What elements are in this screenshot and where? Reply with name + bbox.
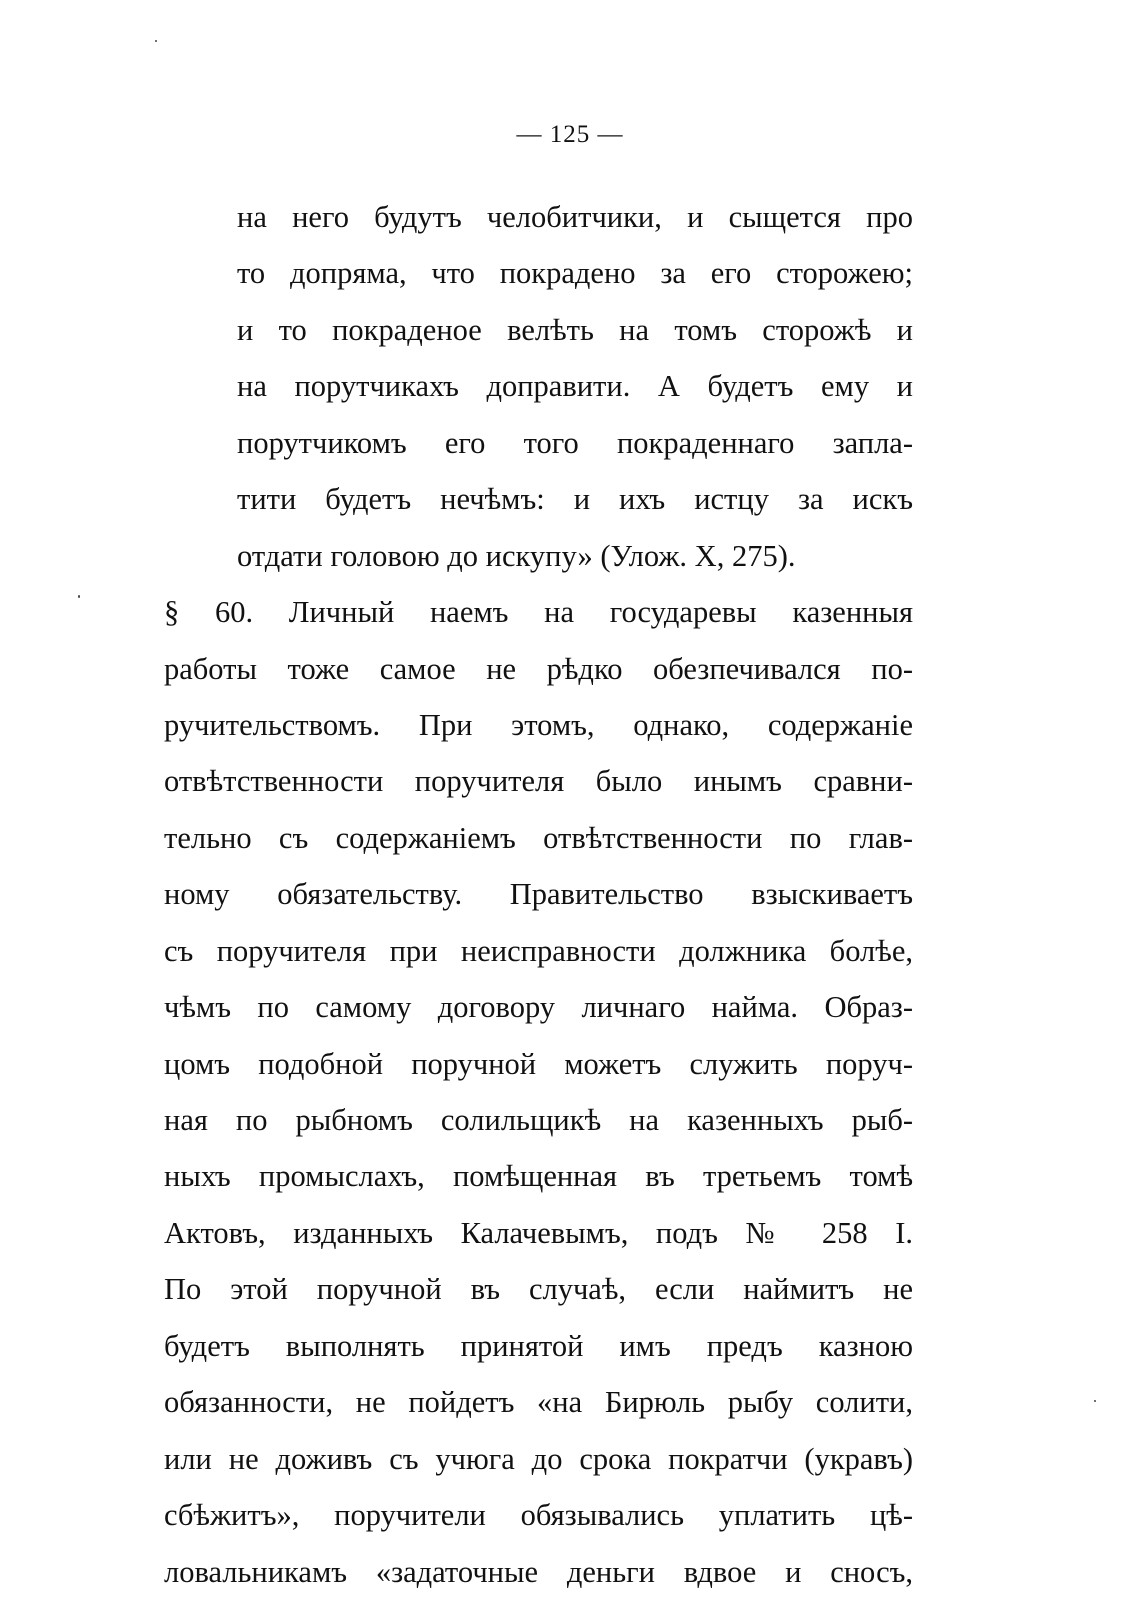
body-line: Актовъ, изданныхъ Калачевымъ, подъ № 258 I. [164, 1215, 913, 1250]
body-line: будетъ выполнять принятой имъ предъ казною [164, 1328, 913, 1363]
scan-speck [1094, 1400, 1096, 1402]
quote-line: тити будетъ нечѣмъ: и ихъ истцу за искъ [237, 482, 913, 517]
quote-line: то допряма, что покрадено за его сторожею; [237, 256, 913, 291]
body-line: съ поручителя при неисправности должника болѣе, [164, 933, 913, 968]
quote-line: и то покраденое велѣть на томъ сторожѣ и [237, 312, 913, 347]
scan-speck [155, 40, 157, 42]
body-line: ручительствомъ. При этомъ, однако, содержаніе [164, 707, 913, 742]
body-line: ная по рыбномъ солильщикѣ на казенныхъ рыб- [164, 1103, 913, 1138]
body-line: обязанности, не пойдетъ «на Бирюль рыбу солити, [164, 1385, 913, 1420]
body-line: или не доживъ съ учюга до срока пократчи (укравъ) [164, 1441, 913, 1476]
quote-line: отдати головою до искупу» (Улож. X, 275). [237, 538, 796, 573]
body-line: ному обязательству. Правительство взыскиваетъ [164, 877, 913, 912]
scan-speck [78, 595, 80, 598]
body-line: сбѣжитъ», поручители обязывались уплатить цѣ- [164, 1498, 913, 1533]
body-line: По этой поручной въ случаѣ, если наймитъ не [164, 1272, 913, 1307]
body-line: чѣмъ по самому договору личнаго найма. Образ- [164, 990, 913, 1025]
body-line: ныхъ промыслахъ, помѣщенная въ третьемъ томѣ [164, 1159, 913, 1194]
body-line: отвѣтственности поручителя было инымъ сравни- [164, 764, 913, 799]
body-line: § 60. Личный наемъ на государевы казенныя [164, 595, 913, 630]
body-line: тельно съ содержаніемъ отвѣтственности по глав- [164, 820, 913, 855]
quote-line: на порутчикахъ доправити. А будетъ ему и [237, 369, 913, 404]
body-line: работы тоже самое не рѣдко обезпечивался по- [164, 651, 913, 686]
quote-line: порутчикомъ его того покраденнаго запла- [237, 425, 913, 460]
page-number: — 125 — [516, 121, 624, 149]
body-line: цомъ подобной поручной можетъ служить поруч- [164, 1046, 913, 1081]
body-line: ловальникамъ «задаточные деньги вдвое и сносъ, [164, 1554, 913, 1589]
quote-line: на него будутъ челобитчики, и сыщется про [237, 200, 913, 234]
